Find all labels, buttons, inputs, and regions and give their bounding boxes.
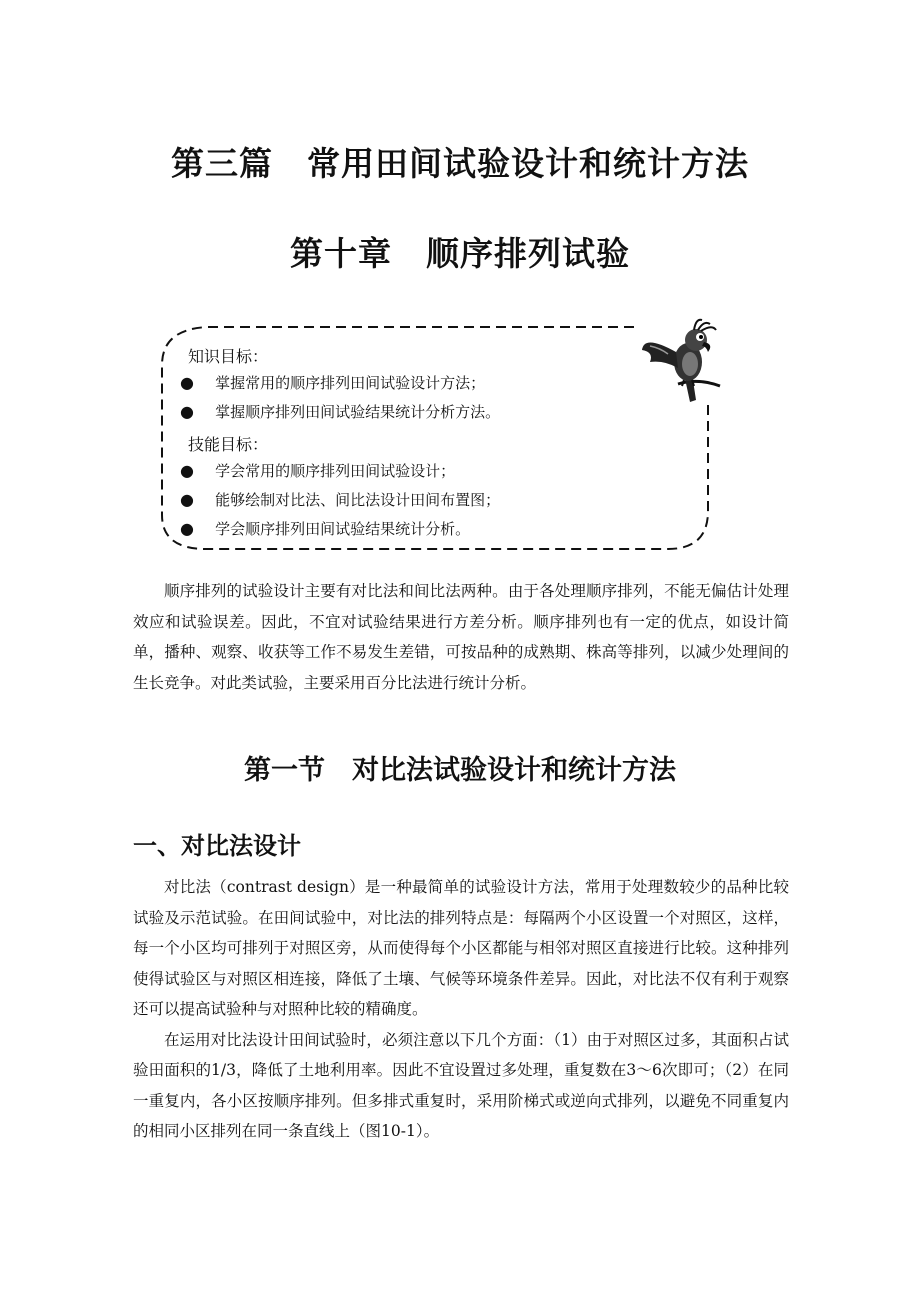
chapter-title: 第十章 顺序排列试验: [290, 234, 630, 273]
knowledge-heading: 知识目标：: [188, 347, 269, 366]
knowledge-item-text: 掌握常用的顺序排列田间试验设计方法；: [215, 374, 486, 392]
skill-item: [180, 460, 455, 481]
intro-paragraph-text: 顺序排列的试验设计主要有对比法和间比法两种。由于各处理顺序排列，不能无偏估计处理效应和试验误差。因此，不宜对试验结果进行方差分析。顺序排列也有一定的优点，如设计简单，播种、观察、收获等工作不易发生差错，可按品种的成熟期、株高等排列，以减少处理间的生长竞争。对此类试验，主要采用百分比法进行统计分析。: [133, 582, 789, 692]
skill-item-text: 学会常用的顺序排列田间试验设计；: [215, 462, 456, 480]
paragraph: 在运用对比法设计田间试验时，必须注意以下几个方面：（1）由于对照区过多，其面积占试验田面积的1/3，降低了土地利用率。因此不宜设置过多处理，重复数在3～6次即可；（2）在同一重复内，各小区按顺序排列。但多排式重复时，采用阶梯式或逆向式排列，以避免不同重复内的相同小区排列在同一条直线上（图10-1）。: [133, 1030, 789, 1140]
skill-item-text: 学会顺序排列田间试验结果统计分析。: [215, 520, 471, 538]
parrot-icon: [638, 316, 724, 404]
knowledge-item: [180, 401, 500, 422]
bullet-icon: ●: [180, 373, 194, 392]
bullet-icon: ●: [180, 402, 194, 421]
section-title: 第一节 对比法试验设计和统计方法: [244, 755, 676, 786]
subsection-title: 一、对比法设计: [133, 832, 301, 860]
objectives-box: [158, 325, 713, 553]
knowledge-item: [180, 372, 485, 393]
skill-item: [180, 518, 470, 539]
paragraph: 对比法（contrast design）是一种最简单的试验设计方法，常用于处理数较少的品种比较试验及示范试验。在田间试验中，对比法的排列特点是：每隔两个小区设置一个对照区，这样，每一个小区均可排列于对照区旁，从而使得每个小区都能与相邻对照区直接进行比较。这种排列使得试验区与对照区相连接，降低了土壤、气候等环境条件差异。因此，对比法不仅有利于观察还可以提高试验种与对照种比较的精确度。: [133, 878, 789, 1018]
knowledge-item-text: 掌握顺序排列田间试验结果统计分析方法。: [215, 403, 501, 421]
bullet-icon: ●: [180, 461, 194, 480]
bullet-icon: ●: [180, 490, 194, 509]
skill-heading: 技能目标：: [188, 435, 269, 454]
skill-item: [180, 489, 500, 510]
body-text: [133, 872, 789, 1147]
intro-paragraph: [133, 576, 789, 698]
bullet-icon: ●: [180, 519, 194, 538]
part-title: 第三篇 常用田间试验设计和统计方法: [171, 144, 749, 183]
skill-item-text: 能够绘制对比法、间比法设计田间布置图；: [215, 491, 501, 509]
